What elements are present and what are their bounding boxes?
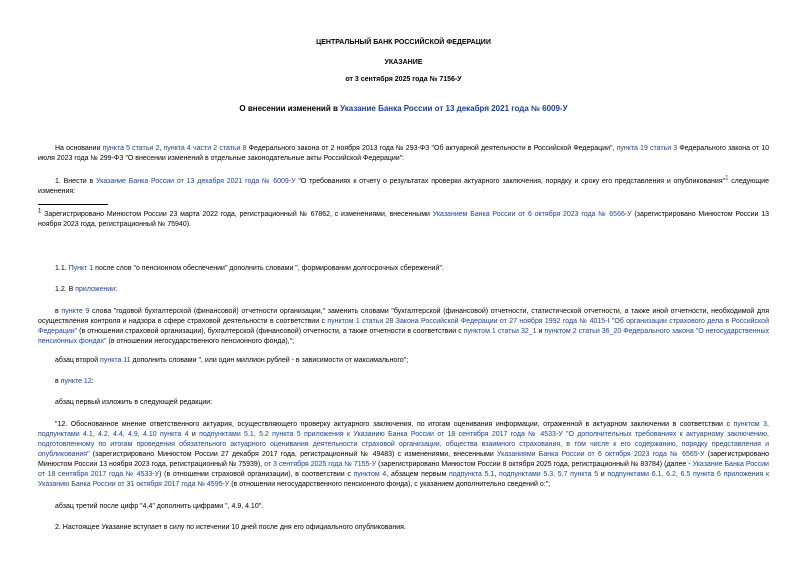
quote-text-7: , абзацем первым	[386, 471, 449, 478]
item1-link-1[interactable]: Указание Банка России от 13 декабря 2021 года № 6009-У	[96, 178, 296, 185]
p11-text-2: после слов "о пенсионном обеспечении" дополнить словами ", формировании долгосрочных сбережений".	[93, 265, 444, 272]
footnote-link-1[interactable]: Указанием Банка России от 6 октября 2023 года № 6566-У	[432, 211, 632, 218]
doc-type: УКАЗАНИЕ	[384, 59, 423, 66]
quote-text-4: (зарегистрировано Минюстом России 13 ноября 2023 года, регистрационный № 75939),	[38, 451, 769, 468]
preamble-link-2[interactable]: пункта 4 части 2 статьи 8	[163, 145, 247, 152]
quote-link-6[interactable]: пунктом 4	[353, 471, 387, 478]
quote-text-5: (зарегистрировано Минюстом России 8 октября 2025 года, регистрационный № 83784) (далее -	[376, 461, 693, 468]
p12e-text-1: абзац третий после цифр "4.4" дополнить цифрами ", 4.9, 4.10".	[55, 503, 264, 510]
quote-text-6: ) (в отношении страховой организации), в соответствии с	[159, 471, 354, 478]
item-1-1	[38, 264, 769, 274]
p12b-link-1[interactable]: пункта 11	[100, 357, 131, 364]
p11-link-1[interactable]: Пункт 1	[68, 265, 94, 272]
item-1-2-a	[38, 307, 769, 347]
item1-text-2: "О требованиях к отчету о результатах проверки актуарного заключения, порядку и сроку его представления и опубликования"	[295, 178, 726, 185]
preamble-text-4: Федерального закона от 10 июля 2023 года № 299-ФЗ "О внесении изменений в отдельные законодательные акты Российской Федерации":	[38, 145, 770, 162]
item-1-2-c	[38, 377, 769, 387]
p12a-text-4: и	[536, 328, 545, 335]
preamble	[38, 144, 769, 164]
p12-link-1[interactable]: приложении	[75, 286, 116, 293]
quote-text-10: (в отношении негосударственного пенсионного фонда), с указанием дополнительно сведений о:";	[229, 481, 551, 488]
p12a-text-5: (в отношении негосударственного пенсионного фонда),";	[106, 338, 295, 345]
footnote-text-2: (зарегистрировано Минюстом России 13 ноября 2023 года, регистрационный № 75940).	[38, 211, 769, 228]
p12d-text-1: абзац первый изложить в следующей редакции:	[55, 399, 213, 406]
item1-text-3: следующие изменения:	[38, 178, 769, 195]
item2-text-1: 2. Настоящее Указание вступает в силу по истечении 10 дней после дня его официального опубликования.	[55, 524, 406, 531]
org-name: ЦЕНТРАЛЬНЫЙ БАНК РОССИЙСКОЙ ФЕДЕРАЦИИ	[316, 39, 491, 46]
p12a-text-3: (в отношении страховой организации), бухгалтерской (финансовой) отчетности, а также отчетности в соответствии с	[77, 328, 464, 335]
quote-link-5[interactable]: Указание Банка России от 18 сентября 2017 года № 4533-У	[38, 461, 769, 478]
quote-text-1: "12. Обоснованное мнение ответственного актуария, осуществляющего проверку актуарного заключения, по итогам оценивания информации, отраженной в актуарном заключении в соответствии с	[55, 421, 734, 428]
preamble-text-3: Федерального закона от 2 ноября 2013 года № 293-ФЗ "Об актуарной деятельности в Российской Федерации",	[246, 145, 617, 152]
p12a-link-1[interactable]: пункте 9	[61, 308, 90, 315]
p12a-link-3[interactable]: пунктом 1 статьи 32_1	[463, 328, 537, 335]
p12a-link-4[interactable]: пунктом 2 статьи 36_20 Федерального закона "О негосударственных пенсионных фондах"	[38, 328, 769, 345]
footnote	[38, 210, 769, 230]
p12b-text-2: дополнить словами ", или один миллион рублей - в зависимости от максимального";	[130, 357, 409, 364]
quote-text-8: ,	[494, 471, 500, 478]
p12a-text-2: слова "годовой бухгалтерской (финансовой) отчетности организации," заменить словами "бухгалтерской (финансовой) отчетности, статистической отчетности, а также иной отчетности, необходимой для осуществления контроля и надзора в сфере страховой деятельности в соответствии с	[38, 308, 769, 325]
footnote-text-1: Зарегистрировано Минюстом России 23 марта 2022 года, регистрационный № 67862, с изменениями, внесенными	[41, 211, 433, 218]
preamble-link-1[interactable]: пункта 5 статьи 2	[102, 145, 160, 152]
doc-title	[0, 104, 807, 114]
doc-title-prefix: О внесении изменений в	[239, 104, 341, 113]
p12b-text-1: абзац второй	[55, 357, 101, 364]
quote-link-2[interactable]: подпунктами 5.1, 5.2 пункта 5 приложения к Указанию Банка России от 18 сентября 2017 года № 4533-У "О дополнительных требованиях к актуарному заключению, подготовленному по итогам проведения обязательного актуарного оценивания деятельности страховой организации, общества взаимного страхования, в том числе к его содержанию, порядку представления и опубликования"	[38, 431, 769, 458]
p12a-text-1: в	[55, 308, 62, 315]
date-number: от 3 сентября 2025 года № 7156-У	[345, 76, 462, 83]
item-2	[38, 523, 769, 533]
item-1-2-e	[38, 502, 769, 512]
quoted-paragraph	[38, 420, 769, 490]
preamble-text-1: На основании	[55, 145, 103, 152]
preamble-text-2: ,	[159, 145, 164, 152]
quote-link-3[interactable]: Указаниями Банка России от 6 октября 2023 года № 6565-У	[496, 451, 705, 458]
p12-text-1: 1.2. В	[55, 286, 76, 293]
p12a-link-2[interactable]: пунктом 1 статьи 28 Закона Российской Федерации от 27 ноября 1992 года № 4015-I "Об организации страхового дела в Российской Федерации"	[38, 318, 769, 335]
quote-link-9[interactable]: подпунктами 6.1, 6.2, 6.5 пункта 6 приложения к Указанию Банка России от 31 октября 2017 года № 4595-У	[38, 471, 770, 488]
quote-link-1[interactable]: пунктом 3, подпунктами 4.1, 4.2, 4.4, 4.9, 4.10 пункта 4	[38, 421, 769, 438]
item1-text-1: 1. Внести в	[55, 178, 97, 185]
p12-text-2: :	[115, 286, 118, 293]
item-1-2	[38, 285, 769, 295]
footnote-divider	[38, 204, 108, 205]
p12c-text-1: в	[55, 378, 61, 385]
item-1-2-d	[38, 398, 769, 408]
item-1-2-b	[38, 356, 769, 366]
quote-link-4[interactable]: от 3 сентября 2025 года № 7155-У	[264, 461, 377, 468]
quote-text-9: и	[598, 471, 608, 478]
p12c-link-1[interactable]: пункте 12	[60, 378, 92, 385]
quote-text-3: (зарегистрировано Минюстом России 27 декабря 2017 года, регистрационный № 49483) с изменениями, внесенными	[89, 451, 497, 458]
item-1	[38, 177, 769, 197]
quote-link-8[interactable]: подпунктами 5.3, 5.7 пункта 5	[499, 471, 599, 478]
quote-text-2: и	[188, 431, 200, 438]
quote-link-7[interactable]: подпункта 5.1	[449, 471, 495, 478]
doc-title-link[interactable]: Указание Банка России от 13 декабря 2021 года № 6009-У	[340, 104, 568, 113]
footnote-mark: 1	[38, 208, 42, 215]
preamble-link-3[interactable]: пункта 19 статьи 3	[616, 145, 678, 152]
footnote-ref[interactable]: 1	[725, 175, 729, 182]
p11-text-1: 1.1.	[55, 265, 69, 272]
p12c-text-2: :	[91, 378, 94, 385]
